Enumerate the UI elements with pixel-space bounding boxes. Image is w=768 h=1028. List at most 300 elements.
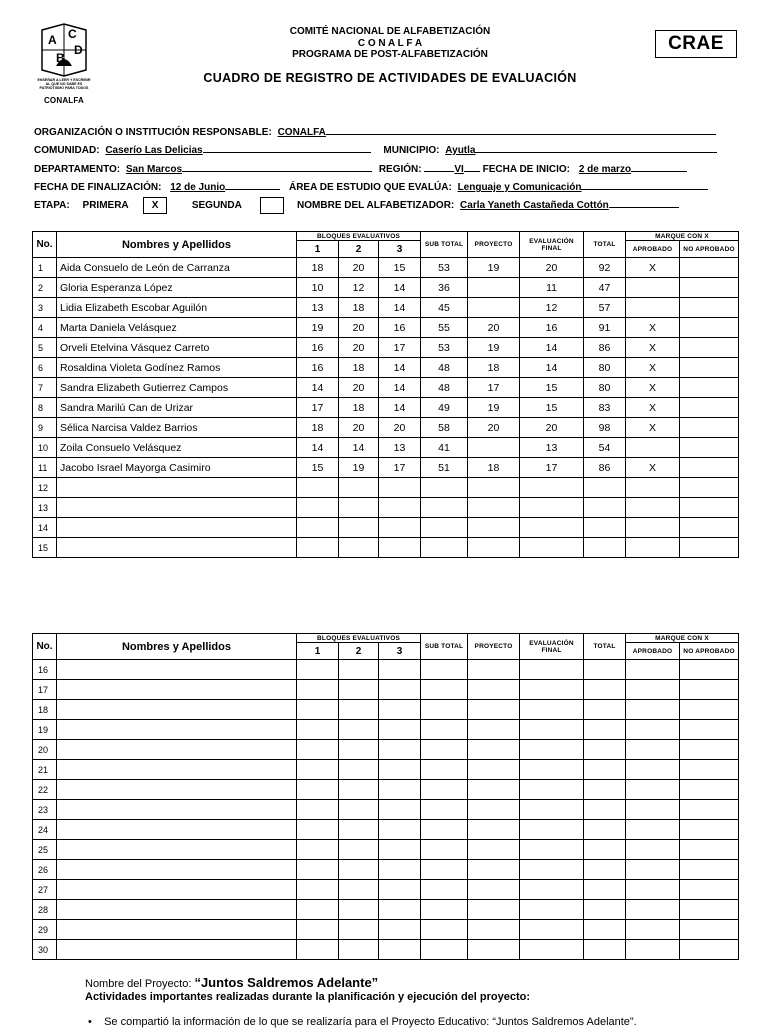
header-no-aprobado: NO APROBADO [680,643,739,660]
bloque-1-score: 10 [297,278,339,298]
logo-letter-c: C [68,27,77,41]
subtotal-score: 48 [421,378,468,398]
proyecto-score: 19 [468,338,520,358]
no-aprobado-mark [680,378,739,398]
table-row [33,880,739,900]
proyecto-score [468,518,520,538]
no-aprobado-mark [680,860,739,880]
aprobado-mark [626,700,680,720]
bloque-1-score [297,660,339,680]
table-row [33,720,739,740]
subtotal-score: 55 [421,318,468,338]
fecha-fin-underline [225,179,280,190]
header-names: Nombres y Apellidos [57,634,297,660]
bloque-3-score [379,860,421,880]
header-bloque-3: 3 [379,643,421,660]
subtotal-score [421,860,468,880]
proyecto-score [468,680,520,700]
bloque-2-score [339,498,379,518]
bloque-3-score [379,820,421,840]
student-name [57,478,297,498]
proyecto-score [468,940,520,960]
table-row [33,258,739,278]
no-aprobado-mark [680,438,739,458]
row-number: 7 [33,378,57,398]
proyecto-score [468,438,520,458]
row-number: 28 [33,900,57,920]
proyecto-score [468,840,520,860]
no-aprobado-mark [680,358,739,378]
subtotal-score [421,498,468,518]
bloque-2-score [339,880,379,900]
total-score [584,720,626,740]
info-row-department [34,161,746,175]
row-number: 6 [33,358,57,378]
proyecto-score [468,498,520,518]
subtotal-score [421,880,468,900]
bloque-3-score [379,680,421,700]
no-aprobado-mark [680,740,739,760]
final-score [520,700,584,720]
total-score [584,760,626,780]
bloque-2-score [339,800,379,820]
bloque-1-score [297,840,339,860]
departamento-label: DEPARTAMENTO: [34,164,121,175]
student-name [57,740,297,760]
student-name [57,700,297,720]
bloque-1-score [297,880,339,900]
header-line-3: PROGRAMA DE POST-ALFABETIZACIÓN [292,49,488,60]
total-score [584,518,626,538]
student-name [57,900,297,920]
no-aprobado-mark [680,800,739,820]
student-name: Jacobo Israel Mayorga Casimiro [57,458,297,478]
final-score [520,498,584,518]
alfabetizador-value: Carla Yaneth Castañeda Cottón [460,200,609,212]
table-row [33,840,739,860]
row-number: 19 [33,720,57,740]
bloque-1-score [297,740,339,760]
student-name: Aida Consuelo de León de Carranza [57,258,297,278]
final-score: 17 [520,458,584,478]
final-score: 11 [520,278,584,298]
subtotal-score: 53 [421,338,468,358]
municipio-value: Ayutla [445,145,476,156]
final-score [520,820,584,840]
subtotal-score [421,720,468,740]
final-score: 20 [520,258,584,278]
final-score: 20 [520,418,584,438]
aprobado-mark [626,278,680,298]
aprobado-mark [626,438,680,458]
subtotal-score: 53 [421,258,468,278]
bloque-3-score [379,660,421,680]
aprobado-mark [626,740,680,760]
bloque-3-score: 20 [379,418,421,438]
total-score [584,498,626,518]
bloque-3-score [379,940,421,960]
table-row [33,760,739,780]
bloque-2-score: 18 [339,398,379,418]
no-aprobado-mark [680,298,739,318]
segunda-label: SEGUNDA [191,200,242,212]
row-number: 20 [33,740,57,760]
bloque-1-score [297,478,339,498]
aprobado-mark [626,538,680,558]
table-row [33,358,739,378]
header-eval-final: EVALUACIÓN FINAL [520,634,584,660]
bloque-2-score [339,840,379,860]
student-name: Lidia Elizabeth Escobar Aguilón [57,298,297,318]
final-score: 13 [520,438,584,458]
aprobado-mark [626,660,680,680]
aprobado-mark [626,940,680,960]
segunda-checkbox[interactable] [260,197,284,214]
bloque-3-score [379,720,421,740]
student-name [57,800,297,820]
row-number: 29 [33,920,57,940]
row-number: 23 [33,800,57,820]
bloque-1-score [297,940,339,960]
municipio-label: MUNICIPIO: [383,145,440,156]
final-score: 14 [520,338,584,358]
aprobado-mark [626,518,680,538]
bloque-2-score: 20 [339,258,379,278]
proyecto-score: 18 [468,458,520,478]
header-bloque-2: 2 [339,241,379,258]
bloque-1-score [297,900,339,920]
student-name [57,820,297,840]
student-name: Sandra Marilú Can de Urizar [57,398,297,418]
bloque-2-score: 18 [339,298,379,318]
no-aprobado-mark [680,498,739,518]
student-name [57,518,297,538]
bloque-2-score: 20 [339,378,379,398]
proyecto-score: 20 [468,318,520,338]
bloque-3-score [379,498,421,518]
aprobado-mark: X [626,258,680,278]
student-name [57,840,297,860]
bloque-1-score: 17 [297,398,339,418]
total-score: 98 [584,418,626,438]
bloque-1-score [297,680,339,700]
region-underline-b [464,161,480,172]
bloque-2-score [339,478,379,498]
header-bloque-1: 1 [297,241,339,258]
project-label: Nombre del Proyecto: [85,978,192,990]
aprobado-mark [626,820,680,840]
subtotal-score [421,518,468,538]
bloque-1-score [297,700,339,720]
evaluation-table-1 [32,231,739,558]
final-score [520,940,584,960]
row-number: 24 [33,820,57,840]
table-row [33,298,739,318]
header-proyecto: PROYECTO [468,232,520,258]
total-score [584,940,626,960]
bloque-1-score: 16 [297,358,339,378]
proyecto-score [468,660,520,680]
fecha-fin-value: 12 de Junio [170,182,226,193]
bloque-3-score: 16 [379,318,421,338]
student-name [57,780,297,800]
total-score [584,860,626,880]
row-number: 27 [33,880,57,900]
table-row [33,700,739,720]
bloque-3-score [379,800,421,820]
header-line-2: C O N A L F A [357,37,423,49]
proyecto-score [468,278,520,298]
table-row [33,860,739,880]
total-score [584,880,626,900]
row-number: 5 [33,338,57,358]
proyecto-score [468,820,520,840]
total-score [584,478,626,498]
subtotal-score [421,660,468,680]
no-aprobado-mark [680,820,739,840]
final-score [520,760,584,780]
aprobado-mark: X [626,358,680,378]
no-aprobado-mark [680,720,739,740]
total-score: 80 [584,358,626,378]
aprobado-mark: X [626,418,680,438]
no-aprobado-mark [680,760,739,780]
institution-header [200,26,580,61]
bloque-3-score: 14 [379,298,421,318]
final-score: 12 [520,298,584,318]
total-score: 57 [584,298,626,318]
header-subtotal: SUB TOTAL [421,634,468,660]
total-score [584,820,626,840]
no-aprobado-mark [680,398,739,418]
final-score [520,478,584,498]
bloque-2-score [339,820,379,840]
comunidad-value: Caserío Las Delicias [105,145,203,156]
bloque-3-score [379,740,421,760]
proyecto-score [468,700,520,720]
row-number: 30 [33,940,57,960]
bloque-1-score: 18 [297,258,339,278]
subtotal-score [421,700,468,720]
bloque-3-score [379,920,421,940]
header-no: No. [33,232,57,258]
activity-bullet-1 [88,1016,637,1028]
bloque-3-score [379,900,421,920]
bloque-2-score: 14 [339,438,379,458]
bloque-3-score [379,518,421,538]
bloque-1-score: 16 [297,338,339,358]
bloque-3-score: 13 [379,438,421,458]
total-score: 47 [584,278,626,298]
abcd-emblem-icon [34,22,94,78]
info-row-organization [34,124,746,138]
fecha-inicio-label: FECHA DE INICIO: [482,164,571,175]
area-underline [581,179,708,190]
final-score [520,740,584,760]
primera-checkbox[interactable]: X [143,197,167,214]
no-aprobado-mark [680,478,739,498]
no-aprobado-mark [680,900,739,920]
aprobado-mark [626,720,680,740]
bloque-3-score: 14 [379,278,421,298]
no-aprobado-mark [680,700,739,720]
total-score [584,700,626,720]
municipio-underline [475,142,717,153]
row-number: 9 [33,418,57,438]
no-aprobado-mark [680,660,739,680]
table-row [33,378,739,398]
row-number: 16 [33,660,57,680]
total-score [584,920,626,940]
bloque-3-score: 15 [379,258,421,278]
table-row [33,518,739,538]
student-name [57,660,297,680]
table-row [33,418,739,438]
final-score [520,800,584,820]
proyecto-score [468,538,520,558]
proyecto-score [468,740,520,760]
aprobado-mark [626,298,680,318]
student-name: Sélica Narcisa Valdez Barrios [57,418,297,438]
table-row [33,900,739,920]
bloque-1-score [297,800,339,820]
student-name [57,498,297,518]
subtotal-score [421,800,468,820]
student-name [57,920,297,940]
aprobado-mark [626,900,680,920]
header-marque: MARQUE CON X [626,634,739,643]
student-name: Orveli Etelvina Vásquez Carreto [57,338,297,358]
final-score [520,518,584,538]
bloque-2-score [339,760,379,780]
subtotal-score [421,538,468,558]
comunidad-label: COMUNIDAD: [34,145,100,156]
logo-tagline: ENSEÑAR A LEER Y ESCRIBIR AL QUE NO SABE ES PATRIOTISMO PARA TODOS [37,78,91,90]
header-bloque-1: 1 [297,643,339,660]
bloque-1-score [297,860,339,880]
no-aprobado-mark [680,920,739,940]
header-proyecto: PROYECTO [468,634,520,660]
header-total: TOTAL [584,634,626,660]
student-name [57,760,297,780]
row-number: 10 [33,438,57,458]
bloque-2-score: 18 [339,358,379,378]
subtotal-score: 51 [421,458,468,478]
departamento-underline [182,161,372,172]
region-value: VI [454,164,464,175]
final-score [520,840,584,860]
row-number: 3 [33,298,57,318]
row-number: 14 [33,518,57,538]
subtotal-score: 41 [421,438,468,458]
bloque-2-score [339,660,379,680]
row-number: 1 [33,258,57,278]
total-score: 83 [584,398,626,418]
table-row [33,398,739,418]
total-score [584,840,626,860]
bloque-2-score: 20 [339,318,379,338]
total-score [584,900,626,920]
subtotal-score [421,900,468,920]
proyecto-score [468,920,520,940]
bloque-3-score: 14 [379,378,421,398]
header-line-1: COMITÉ NACIONAL DE ALFABETIZACIÓN [289,26,491,37]
no-aprobado-mark [680,780,739,800]
subtotal-score [421,920,468,940]
row-number: 21 [33,760,57,780]
bloque-3-score: 14 [379,358,421,378]
student-name [57,860,297,880]
region-label: REGIÓN: [378,164,422,175]
header-aprobado: APROBADO [626,241,680,258]
bloque-1-score [297,518,339,538]
org-label: ORGANIZACIÓN O INSTITUCIÓN RESPONSABLE: [34,127,272,138]
etapa-label: ETAPA: [34,200,70,212]
region-underline-a [424,161,454,172]
table-row [33,940,739,960]
row-number: 4 [33,318,57,338]
logo-letter-b: B [56,51,65,65]
student-name: Sandra Elizabeth Gutierrez Campos [57,378,297,398]
final-score [520,660,584,680]
row-number: 25 [33,840,57,860]
bloque-1-score [297,720,339,740]
table-1-body [33,258,739,558]
logo-name: CONALFA [43,96,85,105]
bloque-3-score [379,700,421,720]
row-number: 2 [33,278,57,298]
bloque-1-score [297,920,339,940]
bloque-2-score [339,900,379,920]
final-score: 15 [520,398,584,418]
proyecto-score [468,760,520,780]
no-aprobado-mark [680,940,739,960]
bloque-2-score [339,780,379,800]
no-aprobado-mark [680,418,739,438]
final-score [520,780,584,800]
student-name: Gloria Esperanza López [57,278,297,298]
aprobado-mark: X [626,378,680,398]
subtotal-score: 48 [421,358,468,378]
bloque-2-score [339,680,379,700]
subtotal-score [421,760,468,780]
bloque-2-score: 19 [339,458,379,478]
no-aprobado-mark [680,278,739,298]
aprobado-mark [626,880,680,900]
aprobado-mark: X [626,318,680,338]
row-number: 8 [33,398,57,418]
table-row [33,278,739,298]
header-eval-final: EVALUACIÓN FINAL [520,232,584,258]
departamento-value: San Marcos [125,164,183,175]
subtotal-score: 45 [421,298,468,318]
bloque-1-score [297,780,339,800]
proyecto-score [468,780,520,800]
bloque-3-score: 17 [379,338,421,358]
proyecto-score [468,478,520,498]
no-aprobado-mark [680,518,739,538]
proyecto-score: 20 [468,418,520,438]
bloque-1-score [297,820,339,840]
row-number: 11 [33,458,57,478]
aprobado-mark: X [626,398,680,418]
student-name: Rosaldina Violeta Godínez Ramos [57,358,297,378]
bloque-2-score [339,920,379,940]
bloque-2-score [339,860,379,880]
final-score [520,680,584,700]
table-2-body [33,660,739,960]
logo-letter-d: D [74,43,83,57]
